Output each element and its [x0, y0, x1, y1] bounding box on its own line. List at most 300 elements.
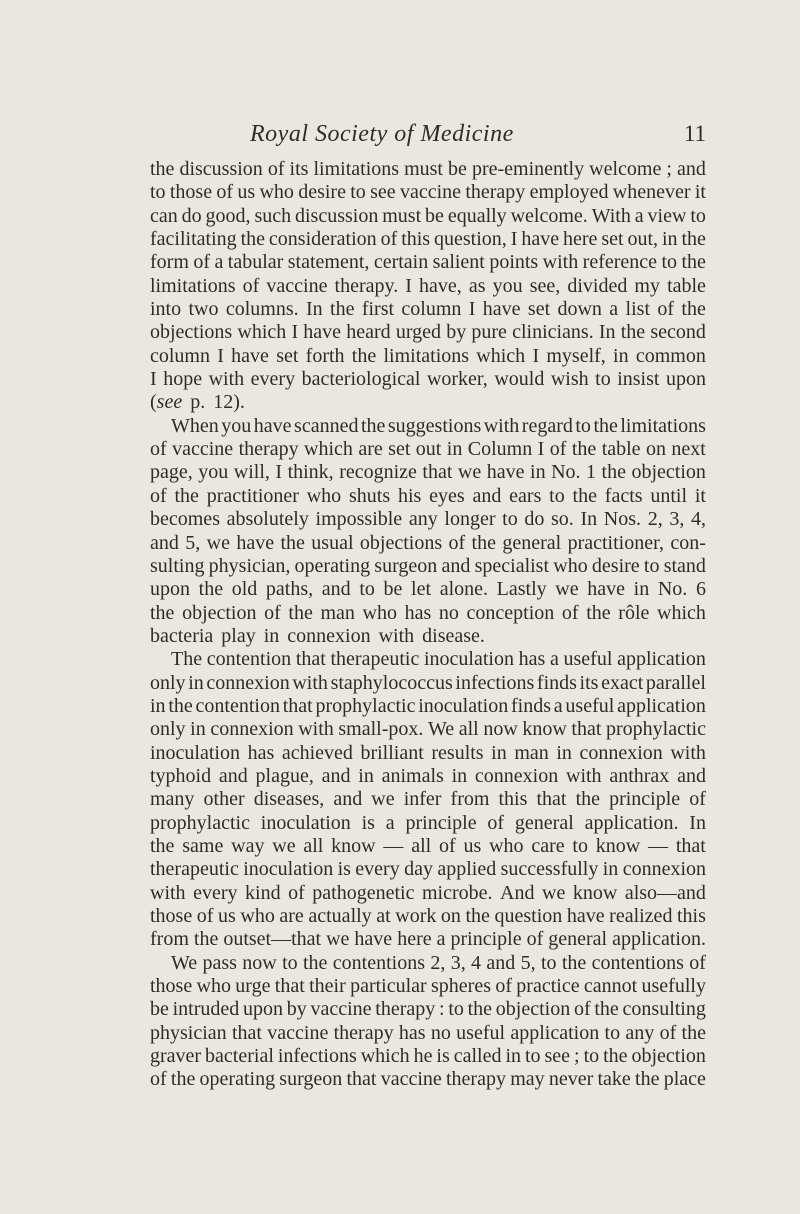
word: pre-eminently	[471, 158, 585, 180]
word: with	[208, 368, 245, 391]
word: the	[601, 461, 626, 484]
word: see	[370, 181, 396, 204]
word: work	[395, 905, 437, 927]
word: urge	[235, 975, 271, 998]
word: every	[193, 881, 238, 904]
word: to	[540, 951, 557, 974]
word: day	[404, 858, 433, 881]
word: physician	[150, 1021, 227, 1044]
word: specialist	[474, 554, 550, 577]
word: that	[231, 1021, 262, 1044]
word: on	[440, 905, 461, 927]
word: table	[601, 438, 641, 461]
word: no	[430, 1021, 451, 1044]
word: the	[561, 951, 587, 974]
text-line	[150, 882, 706, 905]
word: regard	[521, 414, 573, 437]
word: I	[537, 438, 545, 461]
word: principle	[609, 788, 681, 811]
word: of	[448, 531, 466, 554]
word: with	[298, 718, 334, 741]
word: consideration	[268, 228, 377, 251]
word: you	[492, 274, 523, 297]
word: a	[549, 648, 559, 671]
word: finds	[536, 671, 577, 694]
word: small-pox.	[338, 718, 424, 741]
word: objection	[495, 998, 571, 1021]
word: any	[625, 1021, 655, 1044]
word: limitations	[620, 414, 706, 437]
word: the	[330, 298, 355, 321]
word: I	[405, 274, 412, 297]
word: be	[425, 204, 444, 227]
word: common	[635, 344, 706, 367]
word: No.	[551, 461, 581, 484]
word: of	[573, 998, 591, 1021]
word: and	[486, 951, 516, 974]
text-line	[150, 718, 706, 741]
word: in	[263, 624, 280, 647]
word: points	[489, 251, 539, 274]
word: reference	[582, 251, 658, 274]
word: intruded	[172, 998, 240, 1021]
word: set	[527, 298, 551, 321]
word: of	[288, 881, 305, 904]
word: In	[580, 508, 598, 531]
word: the	[681, 298, 706, 321]
word: the	[280, 531, 305, 554]
word: usefully	[641, 975, 706, 998]
word: good,	[205, 204, 251, 227]
word: graver	[150, 1045, 202, 1068]
word: spheres	[431, 975, 491, 998]
word: in	[661, 228, 678, 251]
word: plague,	[255, 764, 314, 787]
word: to	[549, 484, 565, 507]
text-line	[150, 181, 706, 204]
word: of	[439, 834, 456, 857]
word: as	[468, 274, 486, 297]
word: care	[531, 834, 565, 857]
word: who	[362, 601, 397, 624]
word: 2,	[430, 951, 446, 974]
word: of	[150, 484, 167, 507]
text-line	[150, 672, 706, 695]
word: be	[448, 158, 467, 180]
word: disease.	[422, 624, 485, 647]
word: of	[659, 1021, 677, 1044]
word: pass	[202, 951, 237, 974]
word: actually	[308, 905, 372, 927]
word: inoculation	[418, 694, 509, 717]
text-line	[150, 788, 706, 811]
word: I	[291, 321, 299, 344]
word: the	[465, 905, 490, 927]
word: myself,	[546, 344, 606, 367]
word: out,	[627, 228, 659, 251]
word: the	[603, 1045, 628, 1068]
word: all	[303, 834, 324, 857]
word: is	[361, 811, 375, 834]
word: ;	[574, 1045, 580, 1068]
word: to	[572, 834, 588, 857]
word: I	[217, 344, 224, 367]
word: the	[170, 1068, 196, 1091]
word: second	[650, 321, 706, 344]
word: that	[675, 834, 706, 857]
word: of	[549, 438, 567, 461]
word: is	[337, 858, 351, 881]
word: and	[150, 531, 179, 554]
word: ears	[509, 484, 542, 507]
word: and	[472, 484, 502, 507]
word: has	[518, 648, 546, 671]
word: to	[282, 951, 298, 974]
word: finds	[510, 694, 551, 717]
word: table	[667, 274, 706, 297]
word: We	[171, 951, 198, 974]
word: have	[253, 414, 292, 437]
word: scanned	[294, 414, 359, 437]
word: diseases,	[253, 788, 325, 811]
word: now	[242, 951, 277, 974]
text-line	[150, 928, 706, 951]
word: tabular	[227, 251, 284, 274]
word: practitioner	[206, 484, 299, 507]
word: outset—that	[223, 928, 322, 951]
word: be	[383, 578, 403, 601]
word: would	[494, 368, 545, 391]
word: which	[360, 1045, 410, 1068]
word: place	[663, 1068, 706, 1091]
word: exact	[601, 671, 644, 694]
word: microbe.	[421, 881, 493, 904]
word: employed	[529, 181, 609, 204]
word: in	[505, 1045, 522, 1068]
word: facts	[604, 484, 643, 507]
word: No.	[657, 578, 688, 601]
word: have	[587, 578, 626, 601]
word: of	[150, 1068, 167, 1091]
word: objection	[631, 461, 706, 484]
word: therapeutic	[150, 858, 239, 881]
word: general	[548, 928, 608, 951]
word: and	[441, 554, 471, 577]
word: of	[526, 928, 544, 951]
word: brilliant	[360, 741, 424, 764]
word: vaccine	[399, 181, 462, 204]
word: operating	[199, 1068, 276, 1091]
word: staphylococcus	[330, 671, 453, 694]
word: view	[647, 204, 687, 227]
word: we	[542, 881, 566, 904]
word: the	[572, 484, 597, 507]
word: us	[463, 834, 482, 857]
word: clinicians.	[512, 321, 594, 344]
word: my	[634, 274, 660, 297]
word: con-	[670, 531, 706, 554]
word: think,	[287, 461, 334, 484]
word: their	[309, 975, 346, 998]
word: in	[530, 461, 546, 484]
word: who	[553, 554, 588, 577]
word: that	[346, 1068, 377, 1091]
word: 3,	[669, 508, 685, 531]
word: old	[231, 578, 258, 601]
word: therapy.	[334, 274, 399, 297]
word: 3,	[450, 951, 466, 974]
word: only	[150, 671, 186, 694]
word: of	[689, 951, 706, 974]
word: this	[677, 905, 706, 927]
text-line	[150, 998, 706, 1021]
word: absolutely	[226, 508, 309, 531]
word: to	[524, 1045, 541, 1068]
word: in	[446, 438, 463, 461]
word: you	[221, 414, 252, 437]
word: 4,	[691, 508, 706, 531]
word: limitations	[383, 344, 470, 367]
word: other	[203, 788, 245, 811]
word: discussion	[295, 204, 379, 227]
word: we	[457, 461, 482, 484]
word: which	[304, 438, 353, 461]
word: forth	[305, 344, 345, 367]
text-line	[150, 298, 706, 321]
word: contention	[206, 648, 292, 671]
word: to	[643, 554, 660, 577]
text-line	[150, 205, 706, 228]
word: the	[575, 788, 600, 811]
word: in	[358, 764, 374, 787]
word: play	[221, 624, 256, 647]
word: prophylactic	[150, 811, 250, 834]
word: vaccine	[267, 1021, 329, 1044]
word: cannot	[583, 975, 638, 998]
word: certain	[373, 251, 429, 274]
text-line	[150, 858, 706, 881]
word: vaccine	[310, 998, 372, 1021]
text-line	[150, 485, 706, 508]
word: let	[411, 578, 432, 601]
text-line	[150, 578, 706, 601]
word: take	[597, 1068, 631, 1091]
word: do	[181, 204, 202, 227]
word: all	[411, 834, 432, 857]
word: In	[689, 811, 706, 834]
word: question	[494, 905, 563, 927]
word: also—and	[624, 881, 706, 904]
word: never	[548, 1068, 594, 1091]
word: realized	[609, 905, 673, 927]
word: applied	[437, 858, 497, 881]
word: no	[438, 601, 459, 624]
word: until	[650, 484, 688, 507]
word: set	[276, 344, 299, 367]
text-line	[150, 1045, 706, 1068]
word: the	[168, 694, 193, 717]
word: must	[382, 204, 422, 227]
word: here	[397, 928, 432, 951]
word: have	[231, 344, 269, 367]
word: so.	[551, 508, 574, 531]
word: have	[303, 321, 342, 344]
word: suggestions	[387, 414, 482, 437]
word: In	[305, 298, 323, 321]
word: wish	[550, 368, 589, 391]
word: we	[326, 928, 350, 951]
word: —	[648, 834, 669, 857]
text-line	[150, 1022, 706, 1045]
word: have,	[419, 274, 462, 297]
word: with	[670, 741, 706, 764]
word: with	[150, 881, 186, 904]
word: With	[591, 204, 631, 227]
word: has	[247, 741, 275, 764]
word: The	[171, 648, 203, 671]
word: therapy	[465, 181, 526, 204]
word: paths,	[265, 578, 314, 601]
text-line	[150, 835, 706, 858]
word: connexion	[622, 858, 706, 881]
word: worker,	[426, 368, 488, 391]
word: facilitating	[150, 228, 237, 251]
word: in	[451, 764, 468, 787]
word: shuts	[349, 484, 391, 507]
word: the	[150, 834, 175, 857]
word: the	[240, 228, 265, 251]
word: he	[413, 1045, 433, 1068]
word: typhoid	[150, 764, 212, 787]
word: eyes	[429, 484, 465, 507]
word: useful	[565, 694, 615, 717]
word: of	[196, 905, 214, 927]
word: kind	[245, 881, 281, 904]
word: to	[359, 578, 375, 601]
text-line	[150, 648, 706, 671]
word: results	[431, 741, 484, 764]
word: equally	[447, 204, 507, 227]
word: down	[557, 298, 602, 321]
page-number: 11	[683, 121, 706, 146]
word: desire	[298, 181, 346, 204]
word: inoculation	[424, 648, 514, 671]
text-line	[150, 391, 706, 414]
text-line	[150, 905, 706, 928]
word: the	[150, 158, 175, 180]
word: practitioner,	[567, 531, 664, 554]
word: and	[676, 158, 706, 180]
word: principle	[450, 928, 522, 951]
word: vaccine	[266, 274, 328, 297]
word: that	[536, 788, 567, 811]
word: this	[498, 788, 528, 811]
word: p.	[190, 391, 206, 414]
word: surgeon	[374, 554, 438, 577]
word: contentions	[332, 951, 425, 974]
word: to	[150, 181, 166, 204]
word: in	[556, 741, 572, 764]
word: man	[514, 741, 549, 764]
word: a	[634, 204, 644, 227]
word: therapy	[333, 1021, 394, 1044]
word: limitations	[313, 158, 400, 180]
word: contention	[195, 694, 280, 717]
word: I	[275, 461, 283, 484]
word: have	[521, 228, 560, 251]
word: of	[267, 158, 285, 180]
word: many	[150, 788, 195, 811]
word: becomes	[150, 508, 220, 531]
word: of	[487, 811, 505, 834]
word: way	[231, 834, 265, 857]
word: in	[613, 344, 629, 367]
word: infer	[403, 788, 442, 811]
word: first	[361, 298, 395, 321]
word: anthrax	[609, 764, 670, 787]
word: list	[625, 298, 650, 321]
running-title: Royal Society of Medicine	[250, 121, 514, 147]
text-line	[150, 158, 706, 181]
word: be	[150, 998, 169, 1021]
word: principle	[405, 811, 477, 834]
word: its	[289, 158, 309, 180]
word: it	[694, 484, 706, 507]
text-line	[150, 555, 706, 578]
word: Lastly	[496, 578, 547, 601]
word: of	[380, 228, 398, 251]
word: therapy	[446, 1068, 506, 1091]
word: it	[694, 181, 706, 204]
word: same	[182, 834, 224, 857]
word: are	[279, 905, 304, 927]
word: inoculation	[243, 858, 334, 881]
word: 5,	[520, 951, 536, 974]
word: out	[415, 438, 442, 461]
word: those	[150, 905, 193, 927]
text-line	[150, 952, 706, 975]
word: We	[427, 718, 455, 741]
word: a	[385, 811, 395, 834]
word: application.	[612, 928, 706, 951]
word: I	[532, 344, 540, 367]
word: form	[150, 251, 189, 274]
word: who	[489, 834, 524, 857]
word: connexion	[210, 718, 294, 741]
word: And	[500, 881, 535, 904]
text-line	[150, 321, 706, 344]
word: the	[288, 601, 313, 624]
text-line	[150, 368, 706, 391]
word: of	[689, 788, 706, 811]
word: application.	[584, 811, 679, 834]
word: with	[483, 414, 520, 437]
word: set	[601, 228, 624, 251]
word: usual	[311, 531, 354, 554]
word: Column	[467, 438, 533, 461]
word: heard	[346, 321, 391, 344]
word: you	[198, 461, 229, 484]
text-line	[150, 415, 706, 438]
word: who	[259, 181, 294, 204]
word: vaccine	[380, 1068, 442, 1091]
word: the	[594, 998, 619, 1021]
word: of	[193, 251, 210, 274]
word: here	[563, 228, 598, 251]
word: stand	[663, 554, 706, 577]
word: do	[524, 508, 545, 531]
word: who	[306, 484, 342, 507]
